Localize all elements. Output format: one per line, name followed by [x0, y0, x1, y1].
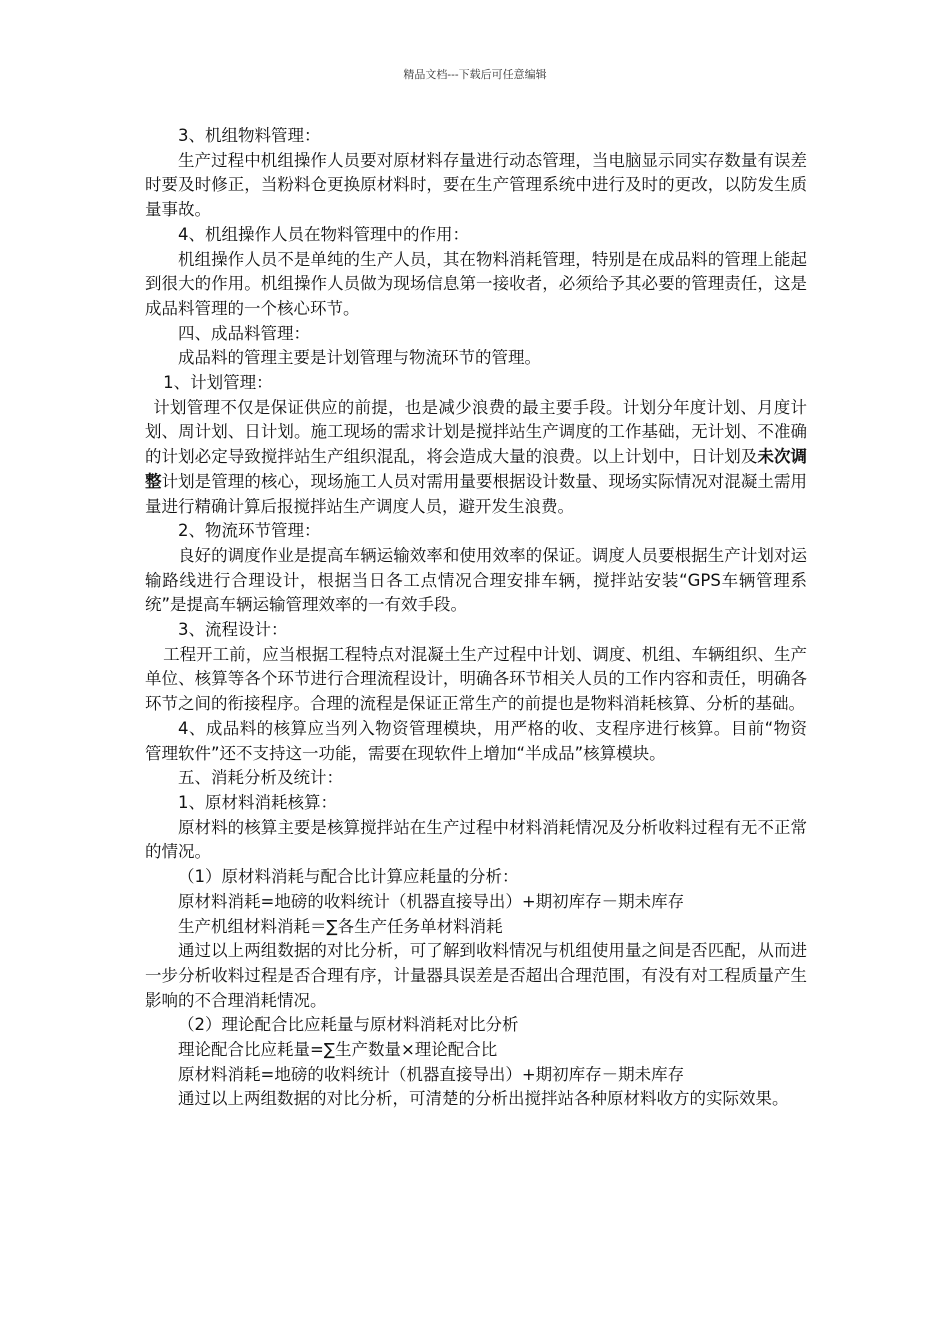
heading-finished-material-management: 四、成品料管理：	[178, 323, 310, 343]
heading-plan-management: 1、计划管理：	[163, 373, 273, 393]
paragraph-process-design: 工程开工前，应当根据工程特点对混凝土生产过程中计划、调度、机组、车辆组织、生产单位、核算等各个环节进行合理流程设计，明确各环节相关人员的工作内容和责任，明确各环节之间的衔接程序。合理的流程是保证正常生产的前提也是物料消耗核算、分析的基础。	[145, 644, 807, 714]
heading-logistics-management: 2、物流环节管理：	[178, 521, 321, 541]
heading-operator-role: 4、机组操作人员在物料管理中的作用：	[178, 224, 469, 244]
paragraph-unit-material-management: 生产过程中机组操作人员要对原材料存量进行动态管理，当电脑显示同实存数量有误差时要及时修正，当粉料仓更换原材料时，要在生产管理系统中进行及时的更改，以防发生质量事故。	[145, 150, 807, 220]
heading-process-design: 3、流程设计：	[178, 620, 288, 640]
paragraph-raw-material-accounting: 原材料的核算主要是核算搅拌站在生产过程中材料消耗情况及分析收料过程有无不正常的情况。	[145, 817, 807, 862]
plan-text-after: 计划是管理的核心，现场施工人员对需用量要根据设计数量、现场实际情况对混凝土需用量进行精确计算后报搅拌站生产调度人员，避开发生浪费。	[145, 471, 808, 516]
page-header: 精品文档---下载后可任意编辑	[403, 68, 547, 81]
paragraph-finished-material-accounting: 4、成品料的核算应当列入物资管理模块，用严格的收、支程序进行核算。目前“物资管理软件”还不支持这一功能，需要在现软件上增加“半成品”核算模块。	[145, 718, 807, 763]
paragraph-finished-material-management: 成品料的管理主要是计划管理与物流环节的管理。	[178, 348, 541, 368]
paragraph-logistics-management: 良好的调度作业是提高车辆运输效率和使用效率的保证。调度人员要根据生产计划对运输路线进行合理设计，根据当日各工点情况合理安排车辆，搅拌站安装“GPS车辆管理系统”是提高车辆运输管理效率的一有效手段。	[145, 545, 807, 615]
document-body	[145, 124, 807, 1112]
formula-theoretical-consumption: 理论配合比应耗量=∑生产数量×理论配合比	[178, 1040, 498, 1060]
heading-raw-material-accounting: 1、原材料消耗核算：	[178, 792, 337, 812]
formula-raw-material-consumption-2: 原材料消耗=地磅的收料统计（机器直接导出）+期初库存－期未库存	[178, 1064, 685, 1084]
subheading-consumption-vs-mix: （1）原材料消耗与配合比计算应耗量的分析：	[178, 867, 519, 887]
formula-unit-consumption: 生产机组材料消耗＝∑各生产任务单材料消耗	[178, 916, 503, 936]
heading-consumption-analysis: 五、消耗分析及统计：	[178, 768, 343, 788]
paragraph-plan-management	[145, 396, 807, 520]
paragraph-comparison-analysis-1: 通过以上两组数据的对比分析，可了解到收料情况与机组使用量之间是否匹配，从而进一步分析收料过程是否合理有序，计量器具误差是否超出合理范围，有没有对工程质量产生影响的不合理消耗情况。	[145, 941, 807, 1010]
subheading-theory-vs-consumption: （2）理论配合比应耗量与原材料消耗对比分析	[178, 1015, 519, 1035]
formula-raw-material-consumption: 原材料消耗=地磅的收料统计（机器直接导出）+期初库存－期未库存	[178, 891, 685, 911]
plan-bold-term: 未次调整	[145, 447, 808, 491]
paragraph-operator-role: 机组操作人员不是单纯的生产人员，其在物料消耗管理，特别是在成品料的管理上能起到很大的作用。机组操作人员做为现场信息第一接收者，必须给予其必要的管理责任，这是成品料管理的一个核心环节。	[145, 249, 807, 318]
heading-unit-material-management: 3、机组物料管理：	[178, 126, 321, 145]
plan-text-before: 计划管理不仅是保证供应的前提，也是减少浪费的最主要手段。计划分年度计划、月度计划、周计划、日计划。施工现场的需求计划是搅拌站生产调度的工作基础，无计划、不准确的计划必定导致搅拌站生产组织混乱，将会造成大量的浪费。以上计划中，日计划及	[145, 397, 807, 467]
paragraph-comparison-analysis-2: 通过以上两组数据的对比分析，可清楚的分析出搅拌站各种原材料收方的实际效果。	[178, 1089, 789, 1109]
